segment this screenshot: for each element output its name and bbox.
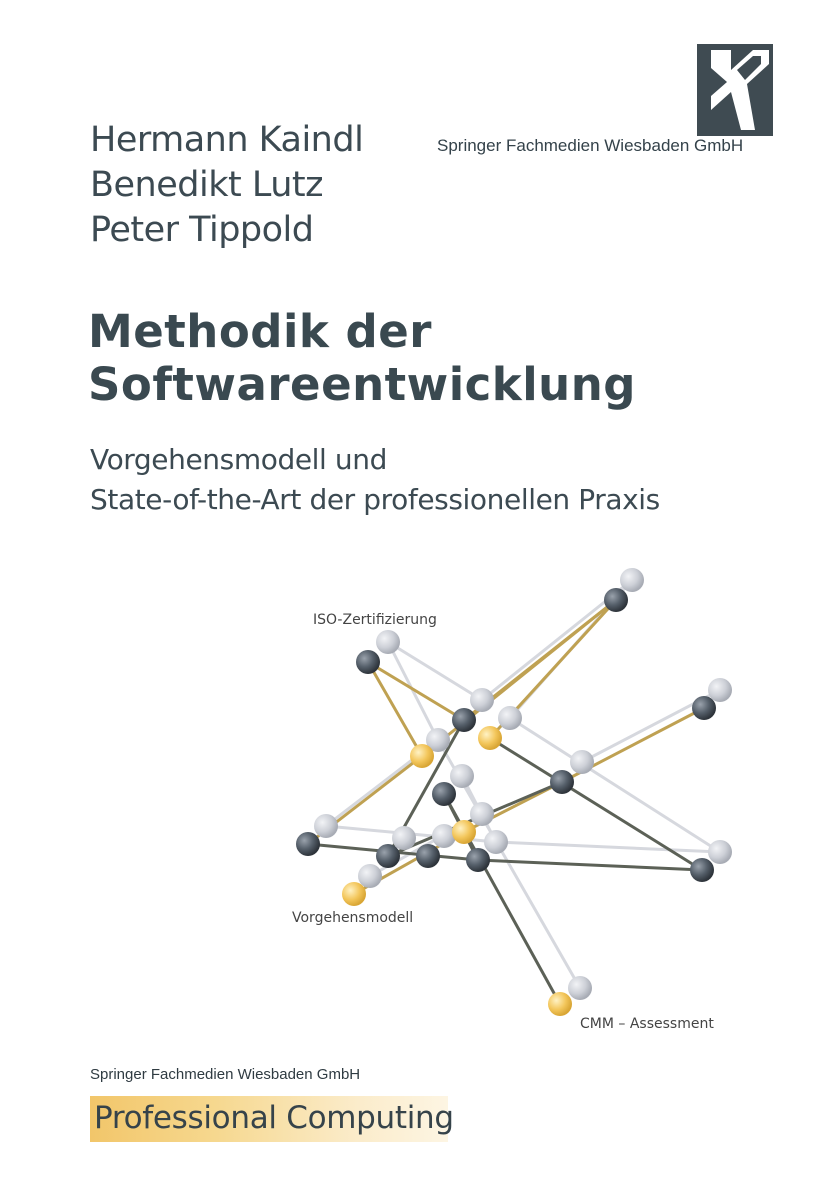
- title-line: Softwareentwicklung: [88, 358, 636, 411]
- subtitle-line: Vorgehensmodell und: [90, 443, 387, 476]
- label-cmm: CMM – Assessment: [580, 1016, 714, 1032]
- subtitle-line: State-of-the-Art der professionellen Praxis: [90, 483, 660, 516]
- publisher-name-top: Springer Fachmedien Wiesbaden GmbH: [437, 136, 744, 155]
- book-title: [88, 305, 636, 411]
- author-list: [90, 118, 363, 253]
- author-name: Hermann Kaindl: [90, 120, 364, 160]
- title-line: Methodik der: [88, 305, 432, 358]
- springer-vieweg-logo-icon: [697, 44, 773, 136]
- dark-edges: [308, 720, 702, 1004]
- label-vorgehensmodell: Vorgehensmodell: [292, 910, 414, 926]
- series-banner: [90, 1096, 454, 1142]
- series-label: Professional Computing: [94, 1100, 454, 1136]
- author-name: Benedikt Lutz: [90, 165, 323, 205]
- author-name: Peter Tippold: [90, 210, 314, 250]
- publisher-name-bottom: Springer Fachmedien Wiesbaden GmbH: [90, 1066, 361, 1083]
- label-iso: ISO-Zertifizierung: [313, 612, 437, 628]
- book-subtitle: [90, 440, 660, 520]
- network-graphic: [0, 560, 827, 1040]
